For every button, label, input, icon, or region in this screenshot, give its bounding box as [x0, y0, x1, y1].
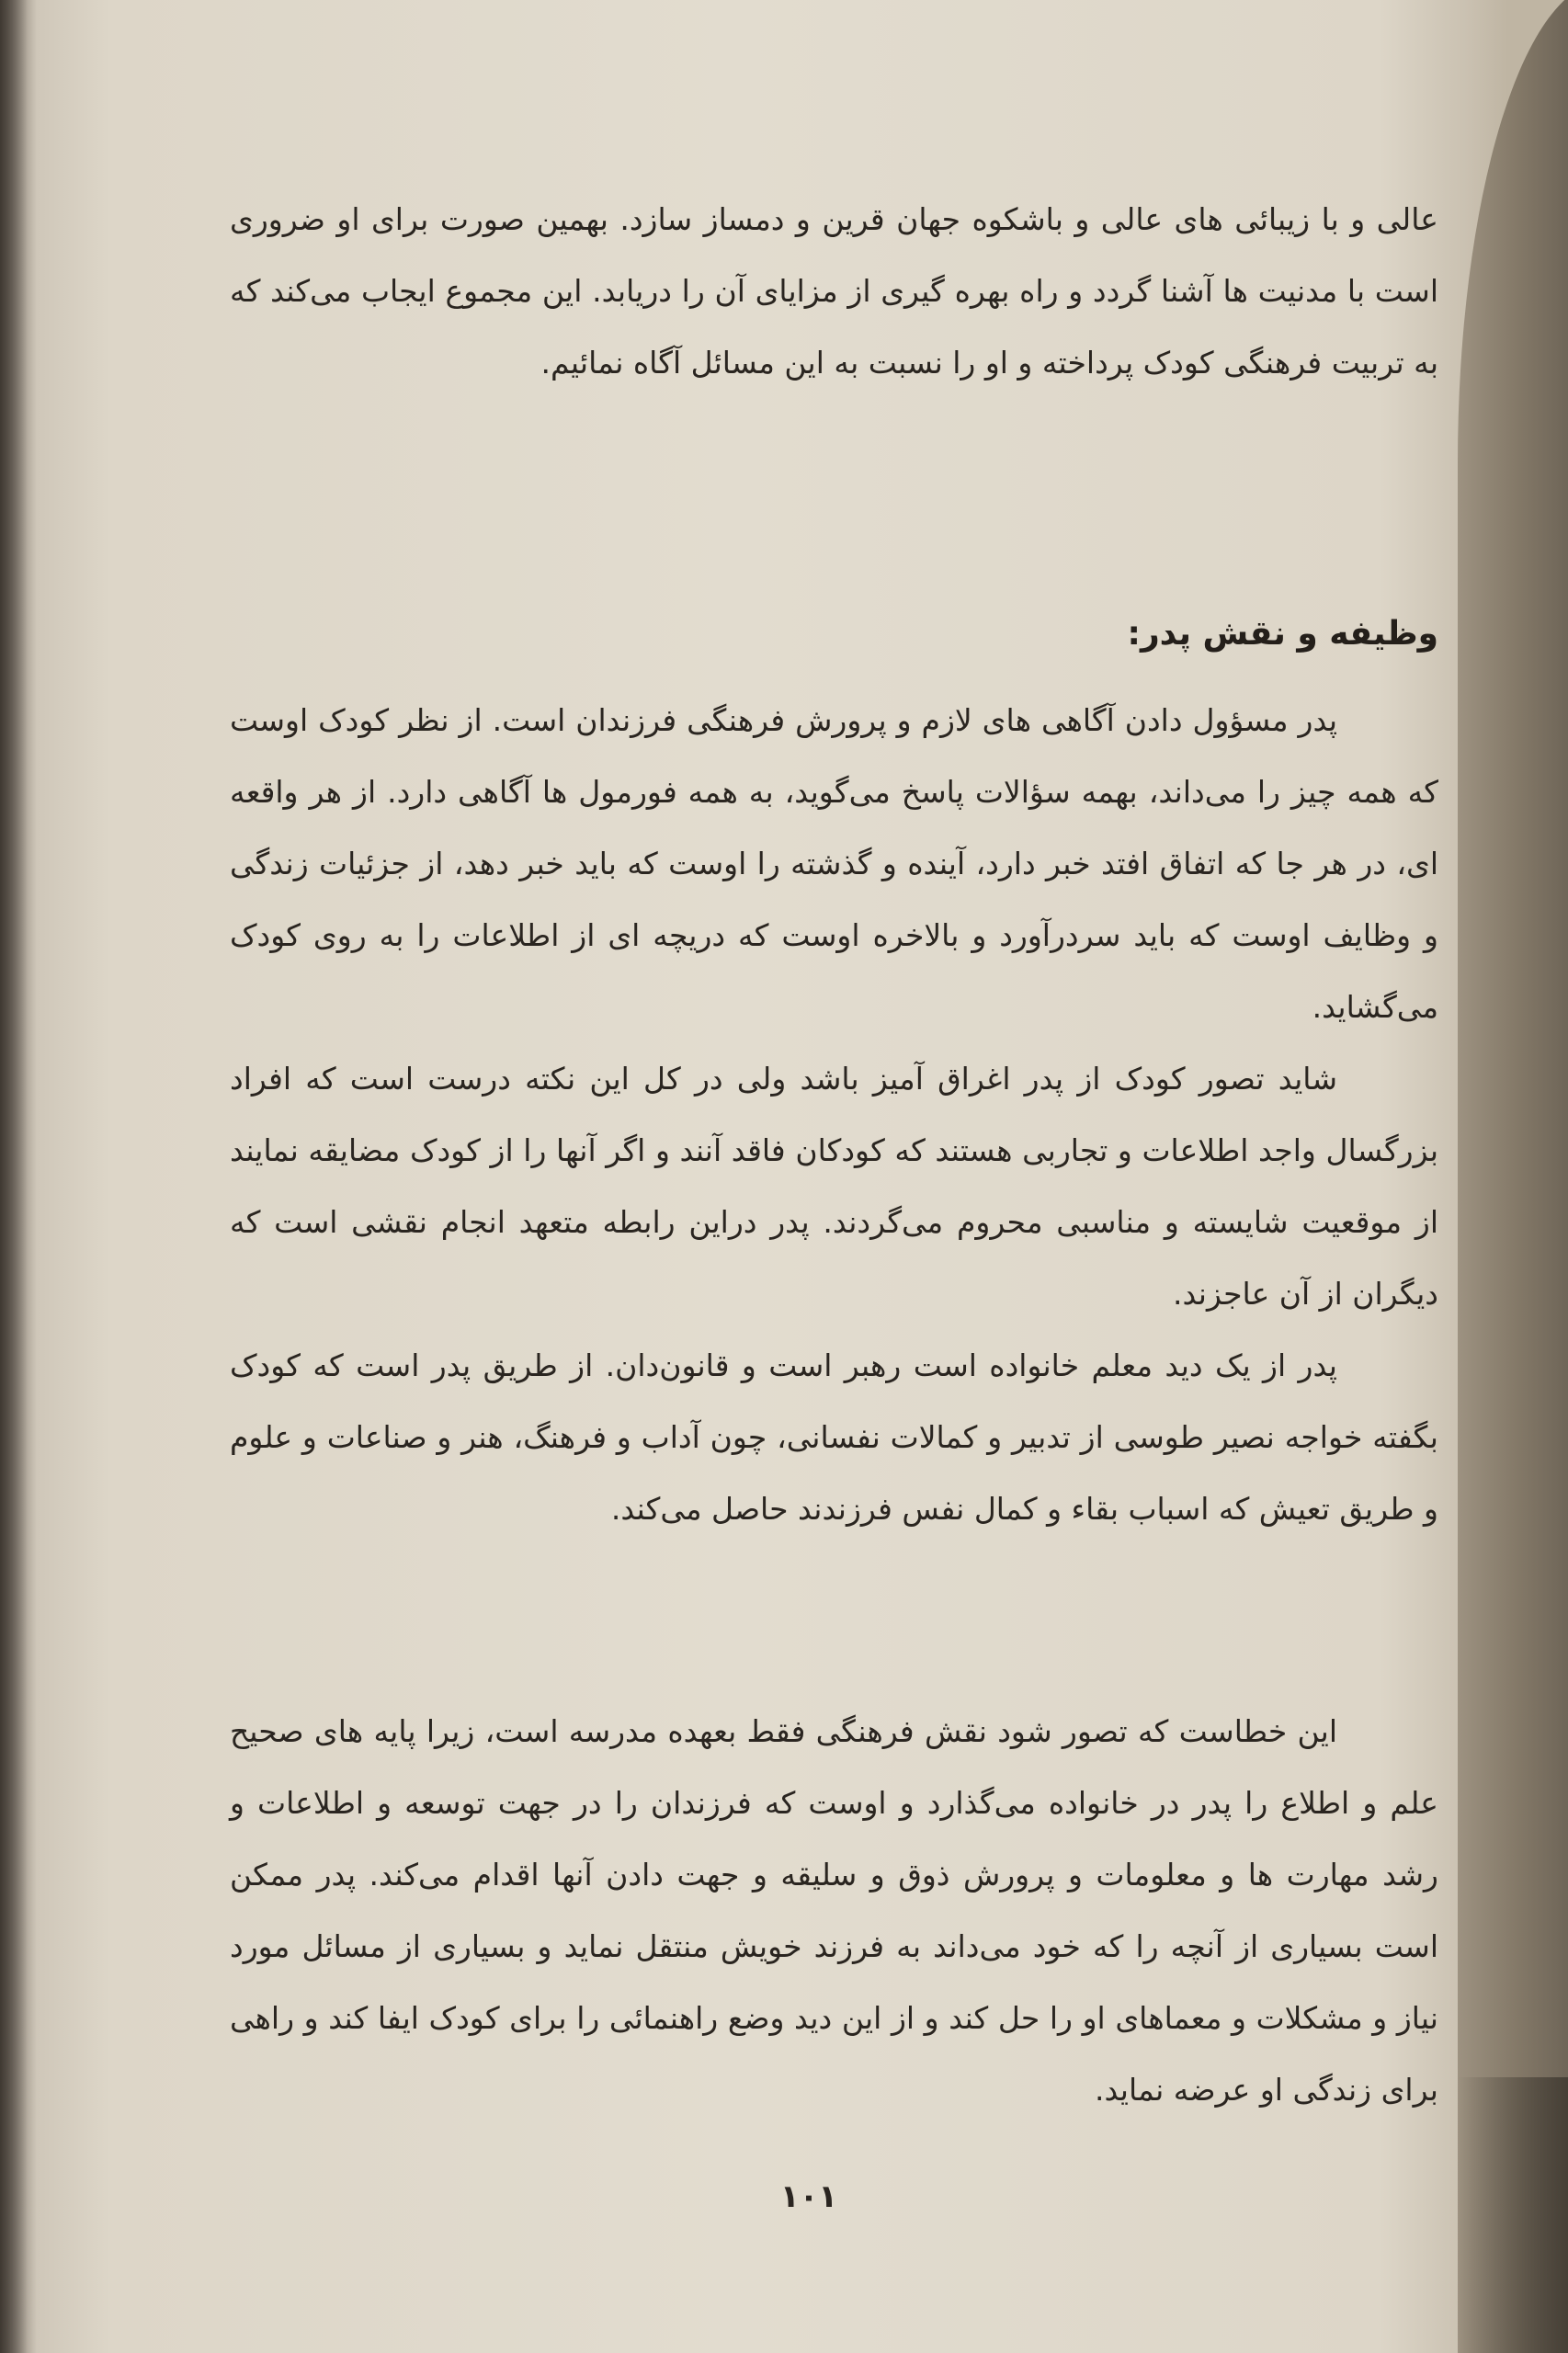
paragraph-2: شاید تصور کودک از پدر اغراق آمیز باشد ولی در کل این نکته درست است که افراد بزرگسال واجد اطلاعات و تجاربی هستند که کودکان فاقد آنند و اگر آنها را از کودک مضایقه نمایند از موقعیت شایسته و مناسبی محروم می‌گردند. پدر دراین رابطه متعهد انجام نقشی است که دیگران از آن عاجزند. — [230, 1061, 1438, 1312]
paragraph-3: پدر از یک دید معلم خانواده است رهبر است و قانون‌دان. از طریق پدر است که کودک بگفته خواجه نصیر طوسی از تدبیر و کمالات نفسانی، چون آداب و فرهنگ، هنر و صناعات و علوم و طریق تعیش که اسباب بقاء و کمال نفس فرزندند حاصل می‌کند. — [230, 1347, 1438, 1527]
section-body — [230, 685, 1438, 1545]
next-page-curl — [1458, 0, 1568, 2353]
section-heading: وظیفه و نقش پدر: — [1127, 615, 1438, 653]
final-paragraph-block — [230, 1696, 1438, 2126]
top-paragraph: عالی و با زیبائی های عالی و باشکوه جهان قرین و دمساز سازد. بهمین صورت برای او ضروری است با مدنیت ها آشنا گردد و راه بهره گیری از مزایای آن را دریابد. این مجموع ایجاب می‌کند که به تربیت فرهنگی کودک پرداخته و او را نسبت به این مسائل آگاه نمائیم. — [230, 201, 1438, 381]
paragraph-4: این خطاست که تصور شود نقش فرهنگی فقط بعهده مدرسه است، زیرا پایه های صحیح علم و اطلاع را پدر در خانواده می‌گذارد و اوست که فرزندان را در جهت توسعه و اطلاعات و رشد مهارت ها و معلومات و پرورش ذوق و سلیقه و جهت دادن آنها اقدام می‌کند. پدر ممکن است بسیاری از آنچه را که خود می‌داند به فرزند خویش منتقل نماید و بسیاری از مسائل مورد نیاز و مشکلات و معماهای او را حل کند و از این دید وضع راهنمائی را برای کودک ایفا کند و راهی برای زندگی او عرضه نماید. — [230, 1713, 1438, 2108]
page-number: ۱۰۱ — [779, 2178, 838, 2215]
top-paragraph-block — [230, 184, 1438, 399]
binding-shadow — [0, 0, 28, 2353]
paragraph-1: پدر مسؤول دادن آگاهی های لازم و پرورش فرهنگی فرزندان است. از نظر کودک اوست که همه چیز را می‌داند، بهمه سؤالات پاسخ می‌گوید، به همه فورمول ها آگاهی دارد. از هر واقعه ای، در هر جا که اتفاق افتد خبر دارد، آینده و گذشته را اوست که باید خبر دهد، از جزئیات زندگی و وظایف اوست که باید سردرآورد و بالاخره اوست که دریچه ای از اطلاعات را به روی کودک می‌گشاید. — [230, 702, 1438, 1025]
page-curl-shadow — [1458, 2077, 1568, 2353]
